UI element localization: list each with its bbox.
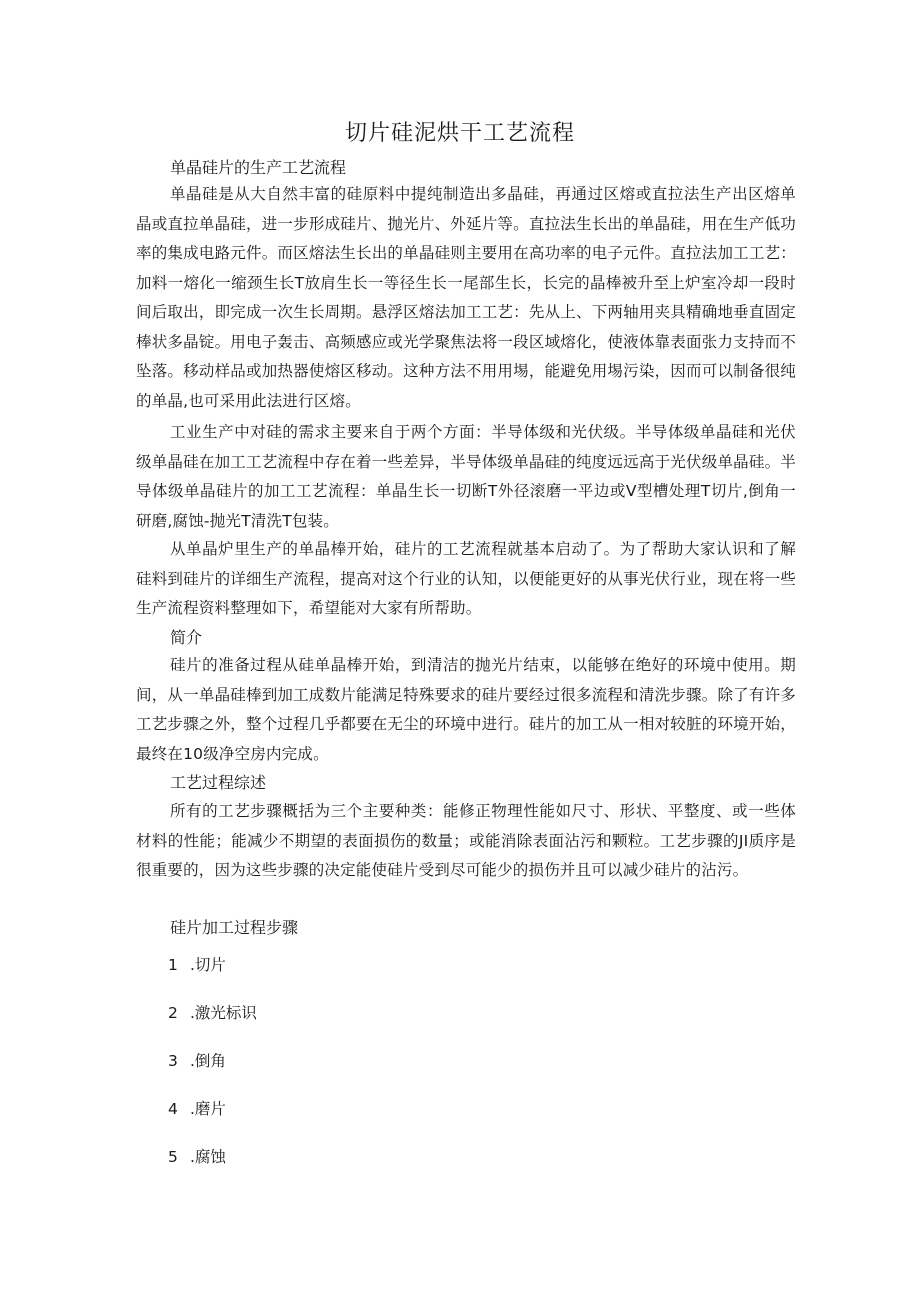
paragraph-industry-demand: 工业生产中对硅的需求主要来自于两个方面：半导体级和光伏级。半导体级单晶硅和光伏级单晶硅在加工工艺流程中存在着一些差异，半导体级单晶硅的纯度远远高于光伏级单晶硅。半导体级单晶硅片的加工工艺流程：单晶生长一切断T外径滚磨一平边或V型槽处理T切片,倒角一研磨,腐蚀-抛光T清洗T包装。 [136, 423, 796, 530]
paragraph-monocrystal-intro: 单晶硅是从大自然丰富的硅原料中提纯制造出多晶硅，再通过区熔或直拉法生产出区熔单晶或直拉单晶硅，进一步形成硅片、抛光片、外延片等。直拉法生长出的单晶硅，用在生产低功率的集成电路元件。而区熔法生长出的单晶硅则主要用在高功率的电子元件。直拉法加工工艺：加料一熔化一缩颈生长T放肩生长一等径生长一尾部生长，长完的晶棒被升至上炉室冷却一段时间后取出，即完成一次生长周期。悬浮区熔法加工工艺：先从上、下两轴用夹具精确地垂直固定棒状多晶锭。用电子轰击、高频感应或光学聚焦法将一段区域熔化，使液体靠表面张力支持而不坠落。移动样品或加热器使熔区移动。这种方法不用用埸，能避免用埸污染，因而可以制备很纯的单晶,也可采用此法进行区熔。 [136, 185, 796, 410]
step-label: .磨片 [190, 1100, 226, 1118]
step-number: 4 [168, 1100, 178, 1118]
step-number: 5 [168, 1148, 178, 1166]
step-number: 3 [168, 1052, 178, 1070]
step-number: 2 [168, 1004, 178, 1022]
step-label: .切片 [190, 956, 226, 974]
step-label: .激光标识 [190, 1004, 257, 1022]
list-item [168, 1049, 226, 1073]
section-heading-production-flow: 单晶硅片的生产工艺流程 [170, 158, 347, 177]
list-item [168, 1145, 226, 1169]
section-heading-introduction: 简介 [170, 628, 203, 647]
step-label: .倒角 [190, 1052, 226, 1070]
paragraph-process-overview: 所有的工艺步骤概括为三个主要种类：能修正物理性能如尺寸、形状、平整度、或一些体材料的性能；能减少不期望的表面损伤的数量；或能消除表面沾污和颗粒。工艺步骤的JI质序是很重要的，因为这些步骤的决定能使硅片受到尽可能少的损伤并且可以减少硅片的沾污。 [136, 802, 796, 879]
section-heading-process-steps: 硅片加工过程步骤 [170, 918, 299, 937]
list-item [168, 1097, 226, 1121]
step-label: .腐蚀 [190, 1148, 226, 1166]
paragraph-introduction: 硅片的准备过程从硅单晶棒开始，到清洁的抛光片结束，以能够在绝好的环境中使用。期间，从一单晶硅棒到加工成数片能满足特殊要求的硅片要经过很多流程和清洗步骤。除了有许多工艺步骤之外，整个过程几乎都要在无尘的环境中进行。硅片的加工从一相对较脏的环境开始，最终在10级净空房内完成。 [136, 656, 796, 763]
list-item [168, 953, 226, 977]
document-title: 切片硅泥烘干工艺流程 [344, 121, 575, 146]
section-heading-process-overview: 工艺过程综述 [170, 773, 267, 792]
step-number: 1 [168, 956, 178, 974]
paragraph-process-start: 从单晶炉里生产的单晶棒开始，硅片的工艺流程就基本启动了。为了帮助大家认识和了解硅料到硅片的详细生产流程，提高对这个行业的认知，以便能更好的从事光伏行业，现在将一些生产流程资料整理如下，希望能对大家有所帮助。 [136, 540, 796, 617]
list-item [168, 1001, 257, 1025]
